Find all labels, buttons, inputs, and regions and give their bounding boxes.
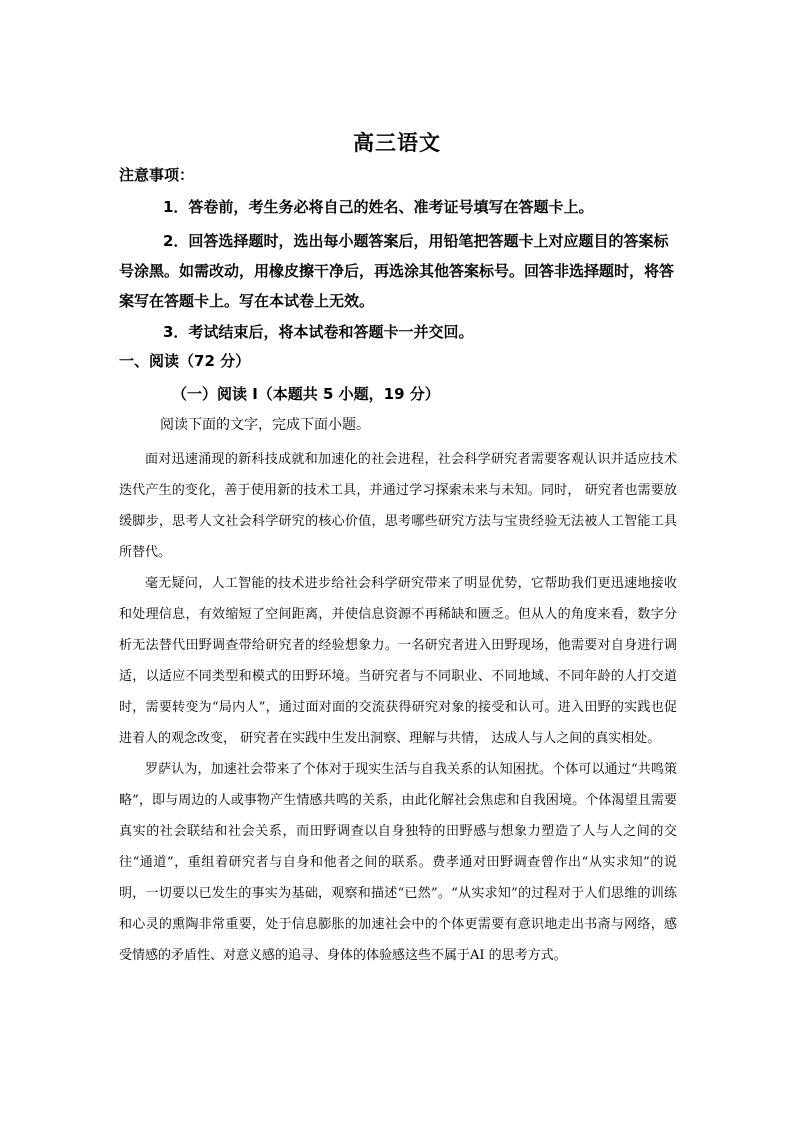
section-heading: 一、阅读（72 分）: [119, 352, 251, 370]
reading-instruction: 阅读下面的文字，完成下面小题。: [160, 417, 370, 433]
passage-paragraph-2: 毫无疑问，人工智能的技术进步给社会科学研究带来了明显优势，它帮助我们更迅速地接收和处理信息，有效缩短了空间距离，并使信息资源不再稀缺和匮乏。但从人的角度来看，数字分析无法替代田野调查带给研究者的经验想象力。一名研究者进入田野现场，他需要对自身进行调适，以适应不同类型和模式的田野环境。当研究者与不同职业、不同地域、不同年龄的人打交道时，需要转变为“局内人”，通过面对面的交流获得研究对象的接受和认可。进入田野的实践也促进着人的观念改变， 研究者在实践中生发出洞察、理解与共情， 达成人与人之间的真实相处。: [119, 576, 677, 746]
notice-item-3: 3．考试结束后，将本试卷和答题卡一并交回。: [163, 323, 474, 341]
passage-paragraph-1: 面对迅速涌现的新科技成就和加速化的社会进程，社会科学研究者需要客观认识并适应技术迭代产生的变化，善于使用新的技术工具，并通过学习探索未来与未知。同时， 研究者也需要放缓脚步，思考人文社会科学研究的核心价值，思考哪些研究方法与宝贵经验无法被人工智能工具所替代。: [119, 452, 677, 560]
passage-paragraph-3: 罗萨认为，加速社会带来了个体对于现实生活与自我关系的认知困扰。个体可以通过“共鸣策略”，即与周边的人或事物产生情感共鸣的关系，由此化解社会焦虑和自我困境。个体渴望且需要真实的社会联结和社会关系，而田野调查以自身独特的田野感与想象力塑造了人与人之间的交往“通道”，重组着研究者与自身和他者之间的联系。费孝通对田野调查曾作出“从实求知”的说明，一切要以已发生的事实为基础，观察和描述“已然”。“从实求知”的过程对于人们思维的训练和心灵的熏陶非常重要，处于信息膨胀的加速社会中的个体更需要有意识地走出书斋与网络，感受情感的矛盾性、对意义感的追寻、身体的体验感这些不属于AI 的思考方式。: [119, 762, 677, 963]
subsection-heading: （一）阅读 I（本题共 5 小题，19 分）: [172, 385, 440, 403]
page-title: 高三语文: [353, 130, 441, 155]
notice-item-1: 1．答卷前，考生务必将自己的姓名、准考证号填写在答题卡上。: [163, 198, 594, 216]
reading-passage: [119, 444, 677, 971]
notice-heading: 注意事项：: [119, 166, 195, 184]
notice-item-2: 2．回答选择题时，选出每小题答案后，用铅笔把答题卡上对应题目的答案标号涂黑。如需改动，用橡皮擦干净后，再选涂其他答案标号。回答非选择题时，将答案写在答题卡上。写在本试卷上无效。: [119, 232, 675, 310]
